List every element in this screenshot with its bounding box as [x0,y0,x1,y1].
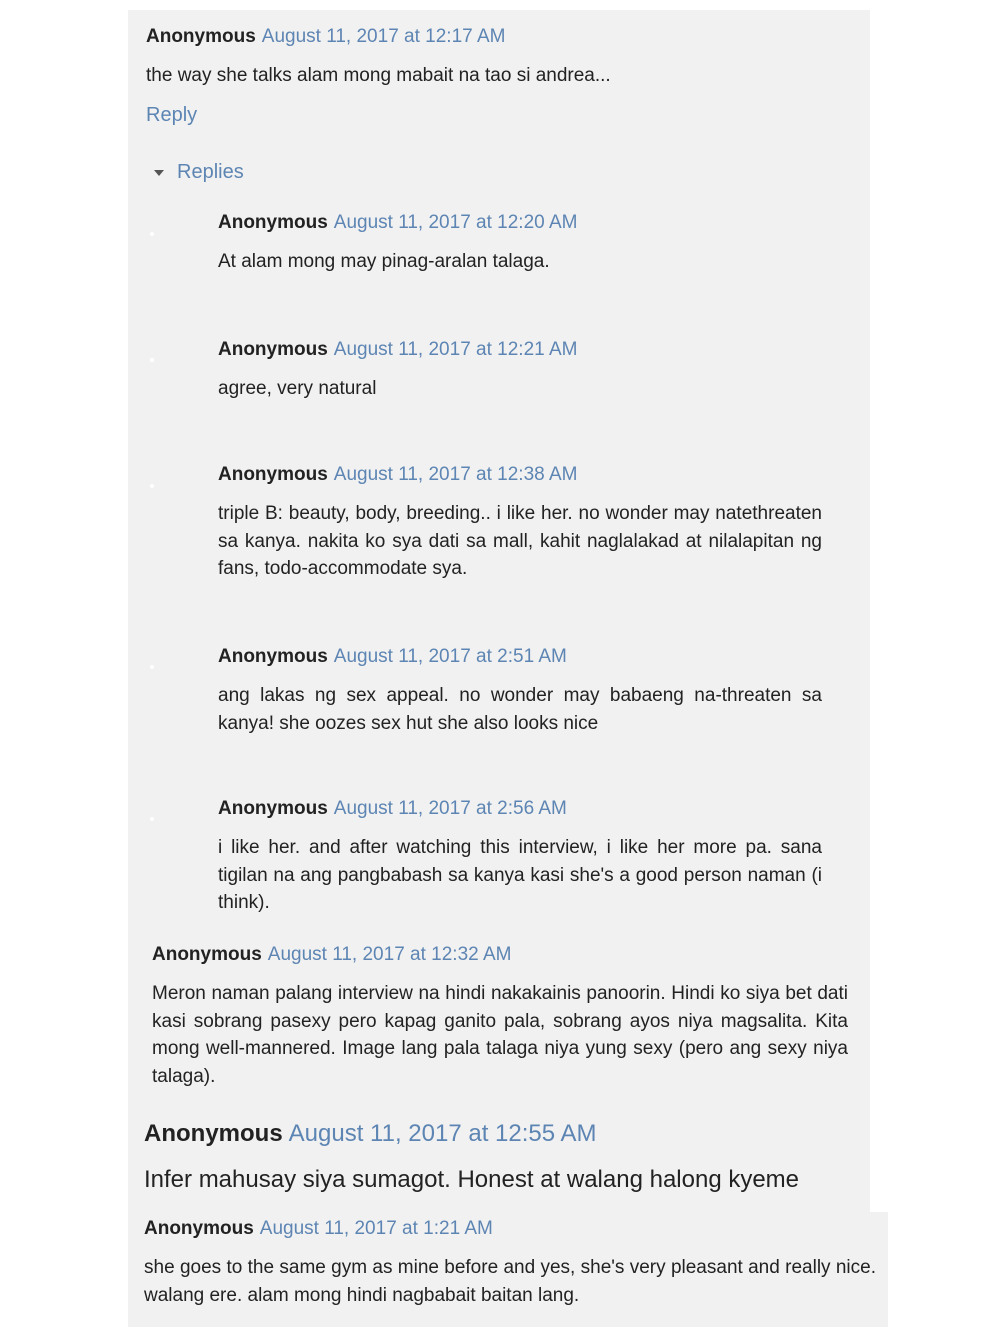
reply-author: Anonymous [218,212,328,233]
thread-dot-icon [150,665,154,669]
thread-dot-icon [150,358,154,362]
reply-comment [218,646,822,737]
comment [144,1120,864,1196]
reply-comment [218,798,822,917]
reply-author: Anonymous [218,339,328,360]
replies-toggle[interactable]: Replies [177,161,244,183]
comment-timestamp[interactable]: August 11, 2017 at 12:55 AM [288,1120,597,1147]
comment [146,26,846,90]
caret-down-icon[interactable] [154,170,164,176]
reply-header [218,646,822,668]
comment-header [152,944,848,966]
reply-timestamp[interactable]: August 11, 2017 at 12:38 AM [333,464,578,485]
thread-dot-icon [150,232,154,236]
comment-header [144,1218,876,1240]
thread-dot-icon [150,484,154,488]
reply-text: agree, very natural [218,378,377,399]
comment-author: Anonymous [146,26,256,47]
reply-timestamp[interactable]: August 11, 2017 at 12:20 AM [333,212,578,233]
comment [152,944,848,1090]
reply-author: Anonymous [218,646,328,667]
reply-text: i like her. and after watching this interview, i like her more pa. sana tigilan na ang pangbabash sa kanya kasi she's a good person naman (i think). [218,837,822,913]
comment-author: Anonymous [144,1120,283,1147]
comment-header [144,1120,864,1148]
comment-header [146,26,846,48]
comment-text: the way she talks alam mong mabait na tao si andrea... [146,65,611,86]
reply-comment [218,464,822,583]
reply-header [218,798,822,820]
comment-timestamp[interactable]: August 11, 2017 at 12:17 AM [261,26,506,47]
reply-author: Anonymous [218,798,328,819]
reply-text: ang lakas ng sex appeal. no wonder may babaeng na-threaten sa kanya! she oozes sex hut she also looks nice [218,685,822,734]
comment [144,1218,876,1309]
reply-author: Anonymous [218,464,328,485]
comment-text: she goes to the same gym as mine before and yes, she's very pleasant and really nice. walang ere. alam mong hindi nagbabait baitan lang. [144,1257,876,1306]
reply-timestamp[interactable]: August 11, 2017 at 12:21 AM [333,339,578,360]
reply-header [218,339,822,361]
comment-text: Infer mahusay siya sumagot. Honest at walang halong kyeme [144,1166,800,1193]
reply-header [218,212,822,234]
thread-dot-icon [150,817,154,821]
reply-text: triple B: beauty, body, breeding.. i like her. no wonder may natethreaten sa kanya. nakita ko sya dati sa mall, kahit naglalakad at nilalapitan ng fans, todo-accommodate sya. [218,503,822,579]
comment-text: Meron naman palang interview na hindi nakakainis panoorin. Hindi ko siya bet dati kasi sobrang pasexy pero kapag ganito pala, sobrang ayos niya magsalita. Kita mong well-mannered. Image lang pala talaga niya yung sexy (pero ang sexy niya talaga). [152,983,848,1087]
comment-author: Anonymous [152,944,262,965]
reply-link[interactable]: Reply [146,104,198,126]
reply-comment [218,212,822,276]
comment-timestamp[interactable]: August 11, 2017 at 1:21 AM [259,1218,493,1239]
comment-timestamp[interactable]: August 11, 2017 at 12:32 AM [267,944,512,965]
reply-timestamp[interactable]: August 11, 2017 at 2:51 AM [333,646,567,667]
reply-text: At alam mong may pinag-aralan talaga. [218,251,550,272]
comment-author: Anonymous [144,1218,254,1239]
reply-header [218,464,822,486]
reply-timestamp[interactable]: August 11, 2017 at 2:56 AM [333,798,567,819]
reply-comment [218,339,822,403]
